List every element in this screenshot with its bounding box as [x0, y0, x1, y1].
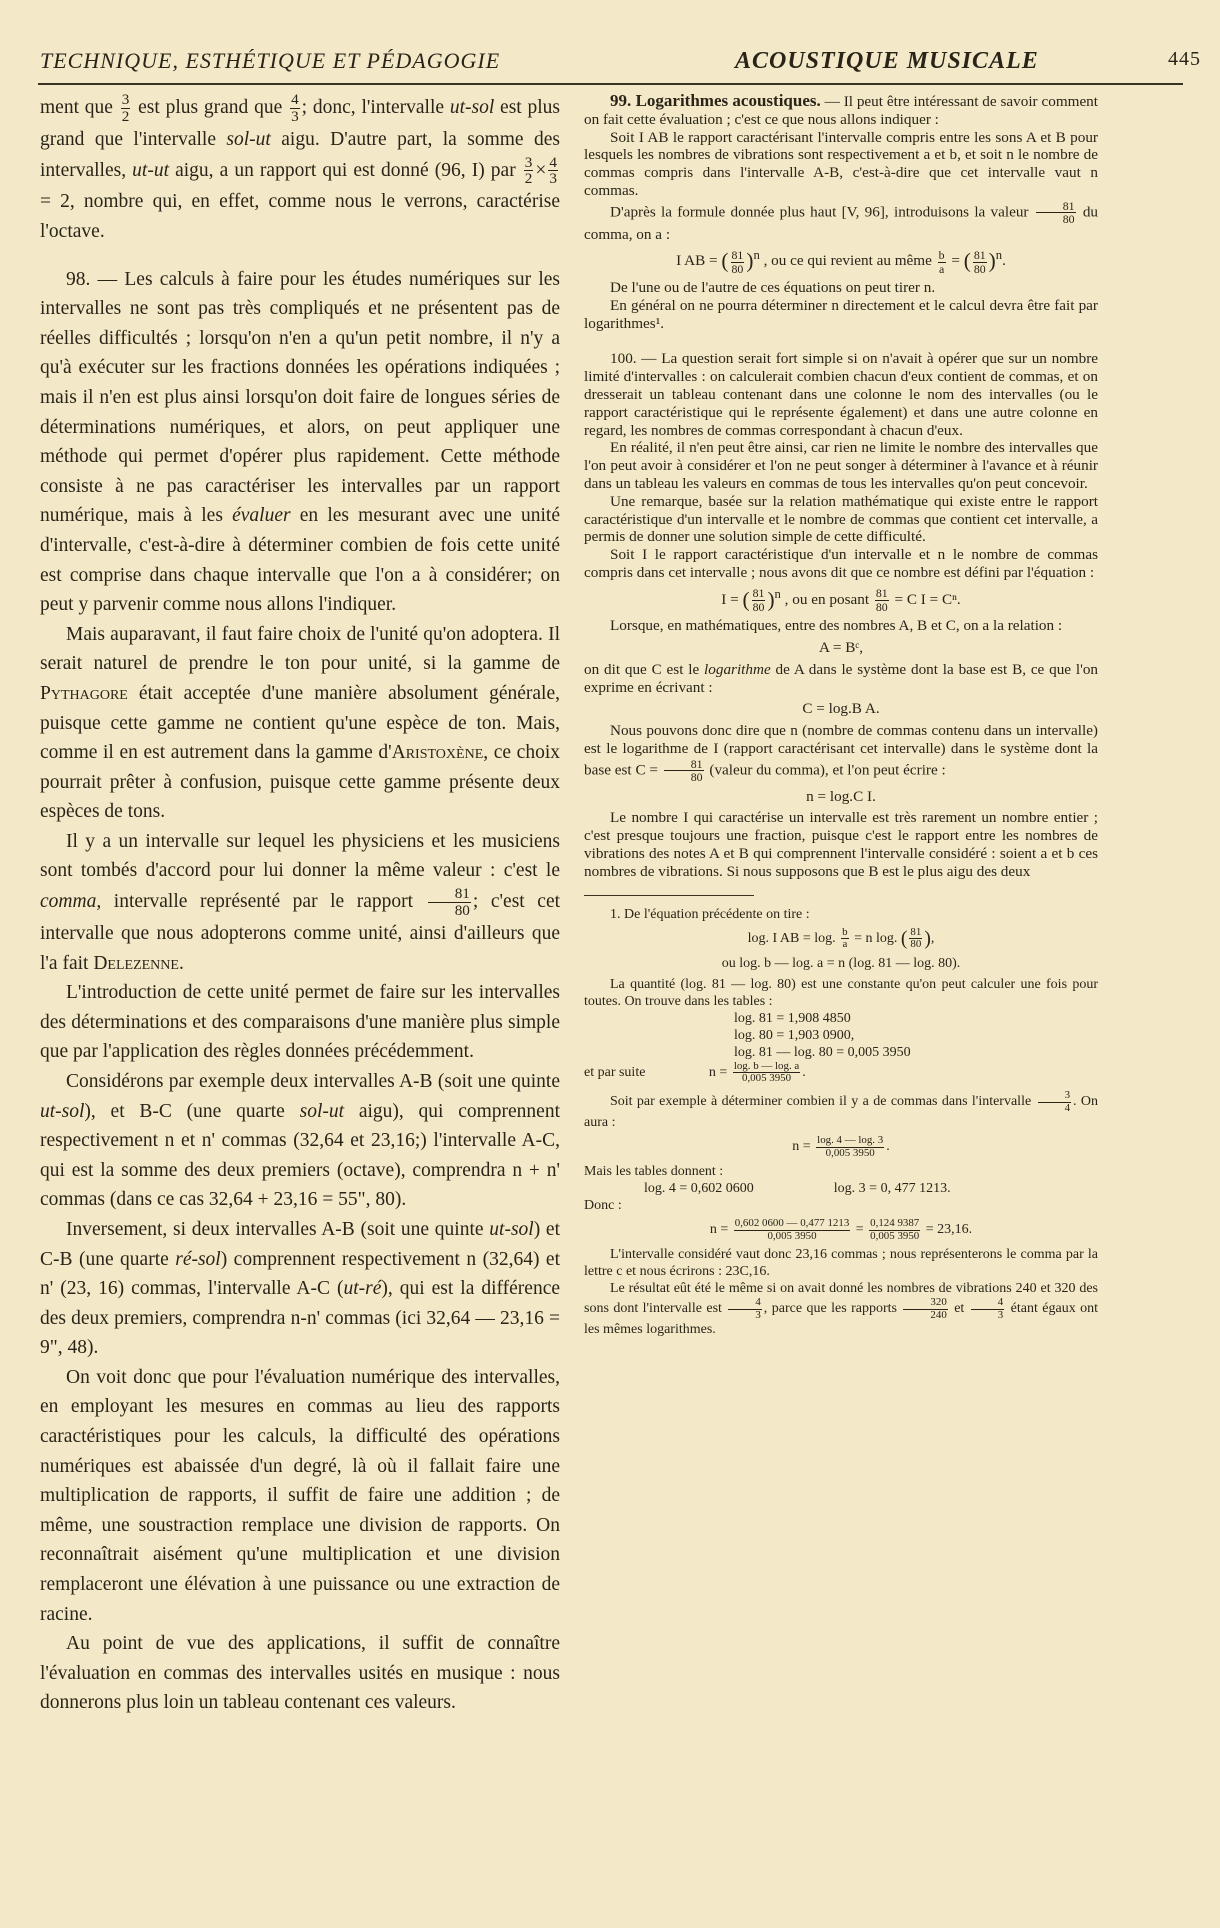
- section-100: 100. — La question serait fort simple si on n'avait à opérer que sur un nombre limité d'intervalles : on calculerait combien chacun d'eux contient de commas, et on dresserait un tableau contenant dans une colonne le nom des intervalles (ou le rapport caractéristique qui le représente également) et dans une autre colonne en regard, les nombres de commas correspondant à chacun d'eux.: [584, 350, 1098, 439]
- paragraph-sum-example: Considérons par exemple deux intervalles A-B (soit une quinte ut-sol), et B-C (une quarte sol-ut aigu), qui comprennent respectivement n et n' commas (32,64 et 23,16;) l'intervalle A-C, qui est la somme des deux premiers (octave), comprendra n + n' commas (dans ce cas 32,64 + 23,16 = 55", 80).: [40, 1070, 561, 1211]
- equation-4: C = log.B A.: [802, 700, 880, 718]
- paragraph-continuation: ment que $\frac{3}{2}$ est plus grand que $\frac{4}{3}$ ; donc, l'intervalle ut-sol est plus grand que l'intervalle sol-ut aigu. D'autre part, la somme des intervalles, ut-ut aigu, a un rapport qui est donné (96, I) par $\frac{3}{2}$ × $\frac{4}{3}$ = 2, nombre qui, en effet, comme nous le verrons, caractérise l'octave.: [40, 91, 561, 242]
- equation-5: n = log.C I.: [806, 787, 876, 805]
- paragraph-introduction: L'introduction de cette unité permet de faire sur les intervalles des déterminations et des comparaisons d'une manière plus simple que par l'application des règles données précédemment.: [40, 982, 560, 1063]
- footnote-rule: [584, 895, 754, 896]
- page-number: 445: [1168, 48, 1201, 70]
- equation-1: I AB = ( $\frac{81}{80}$ )$^n$ , ou ce qui revient au même $\frac{b}{a}$ = ( $\frac{81}{80}$ )$^n$.: [676, 248, 1006, 276]
- paragraph-conclusion: On voit donc que pour l'évaluation numérique des intervalles, en employant les mesures en commas au lieu des rapports caractéristiques pour les calculs, la difficulté des opérations numériques est abaissée d'un degré, là où il fallait faire une multiplication de rapports, il suffit de faire une addition ; de même, une soustraction remplace une division de rapports. On reconnaîtrait aisément qu'une multiplication et une division remplaceront une élévation à une puissance ou une extraction de racine.: [40, 1366, 560, 1625]
- paragraph-solve-n: De l'une ou de l'autre de ces équations on peut tirer n.: [610, 278, 936, 296]
- fraction-3-2: $\frac{3}{2}$: [121, 91, 130, 125]
- paragraph-reality: En réalité, il n'en peut être ainsi, car rien ne limite le nombre des intervalles que l'on peut avoir à considérer et l'on ne peut songer à déterminer à l'avance et à réunir dans un tableau les valeurs en commas de tous les intervalles qu'on peut concevoir.: [584, 439, 1098, 492]
- header-rule: [38, 83, 1183, 85]
- fraction-4-3: $\frac{4}{3}$: [291, 91, 299, 125]
- paragraph-comma: Il y a un intervalle sur lequel les physiciens et les musiciens sont tombés d'accord pour lui donner la même valeur : c'est le comma, intervalle représenté par le rapport $\frac{81}{80}$ ; c'est cet intervalle que nous adopterons comme unité, ainsi d'ailleurs que l'a fait Delezenne.: [40, 830, 561, 974]
- paragraph-unit-choice: Mais auparavant, il faut faire choix de l'unité qu'on adoptera. Il serait naturel de prendre le ton pour unité, si la gamme de Pythagore était acceptée d'une manière absolument générale, puisque cette gamme ne contient qu'une espèce de ton. Mais, comme il en est autrement dans la gamme d'Aristoxène, ce choix pourrait prêter à confusion, puisque cette gamme présente deux espèces de tons.: [40, 623, 560, 823]
- section-99: 99. Logarithmes acoustiques. — Il peut être intéressant de savoir comment on fait cette évaluation ; c'est ce que nous allons indiquer :: [584, 91, 1098, 128]
- fraction-3-2: $\frac{3}{2}$: [524, 153, 533, 188]
- running-header-left: TECHNIQUE, ESTHÉTIQUE ET PÉDAGOGIE: [40, 48, 501, 73]
- equation-3: A = Bᶜ,: [818, 639, 864, 657]
- paragraph-relation: Lorsque, en mathématiques, entre des nombres A, B et C, on a la relation :: [610, 617, 1063, 635]
- equation-2: I = ( $\frac{81}{80}$ )$^n$ , ou en posant $\frac{81}{80}$ = C I = Cⁿ.: [721, 586, 961, 614]
- left-column: [40, 92, 560, 1718]
- paragraph-applications: Au point de vue des applications, il suffit de connaître l'évaluation en commas des intervalles usités en musique : nous donnerons plus loin un tableau contenant ces valeurs.: [40, 1633, 560, 1714]
- paragraph-difference-example: Inversement, si deux intervalles A-B (soit une quinte ut-sol) et C-B (une quarte ré-sol) comprennent respectivement n (32,64) et n' (23, 16) commas, l'intervalle A-C (ut-ré), qui est la différence des deux premiers, comprendra n-n' commas (ici 32,64 — 23,16 = 9", 48).: [40, 1218, 561, 1359]
- right-column: [584, 92, 1098, 1338]
- paragraph-98: 98. — Les calculs à faire pour les études numériques sur les intervalles ne sont pas très compliqués et ne présentent pas de réelles difficultés ; lorsqu'on n'en a qu'un petit nombre, il n'y a qu'à exécuter sur les fractions données les opérations indiquées ; mais il n'en est plus ainsi lorsqu'on doit faire de longues séries de déterminations numériques, et alors, on peut appliquer une méthode qui permet d'opérer plus rapidement. Cette méthode consiste à ne pas caractériser les intervalles par un rapport numérique, mais à les évaluer en les mesurant avec une unité d'intervalle, c'est-à-dire à déterminer combien de fois cette unité est comprise dans chaque intervalle que l'on a à considérer; on peut y parvenir comme nous allons l'indiquer.: [40, 268, 560, 616]
- paragraph-remark: Une remarque, basée sur la relation mathématique qui existe entre le rapport caractéristique d'un intervalle et le nombre de commas que contient cet intervalle, a permis de donner une solution simple de cette difficulté.: [584, 492, 1098, 546]
- paragraph-formula-intro: D'après la formule donnée plus haut [V, 96], introduisons la valeur $\frac{81}{80}$ du comma, on a :: [584, 198, 1098, 243]
- fraction-81-80: $\frac{81}{80}$: [428, 886, 471, 919]
- paragraph-ratio-def: Soit I AB le rapport caractérisant l'intervalle compris entre les sons A et B pour lesquels les nombres de vibrations sont respectivement a et b, et soit n le nombre de commas compris dans l'intervalle A-B, c'est-à-dire que cet intervalle vaut n commas.: [584, 128, 1098, 199]
- fraction-81-80: $\frac{81}{80}$: [1036, 200, 1076, 226]
- paragraph-definition: Soit I le rapport caractéristique d'un intervalle et n le nombre de commas compris dans cet intervalle ; nous avons dit que ce nombre est défini par l'équation :: [584, 546, 1098, 581]
- section-title: 99. Logarithmes acoustiques.: [610, 91, 821, 110]
- footnote: 1. De l'équation précédente on tire : log. I AB = log. $\frac{b}{a}$ = n log. ( $\frac{81}{80}$ ), ou log. b — log. a = n (log. 81 — log. 80). La quantité (log. 81 — log. 80) est une constante qu'on peut calculer une fois pour toutes. On trouve dans les tables : log. 81 = 1,908 4850 log. 80 = 1,903 0900, log. 81 — log. 80 = 0,005 3950 et par suite n = $\frac{\log. b — \log. a}{0,005 3950}$ . Soit par exemple à déterminer combien il y a de commas dans l'intervalle $\frac{3}{4}$ . On aura : n = $\frac{\log. 4 — \log. 3}{0,005 3950}$ . Mais les tables donnent : log. 4 = 0,602 0600 log. 3 = 0, 477 1213. Donc : n = $\frac{0,602 0600 — 0,477 1213}{0,005 3950}$ = $\frac{0,124 9387}{0,005 3950}$ = 23,16. L'intervalle considéré vaut donc 23,16 commas ; nous représenterons le comma par la lettre c et nous écrirons : 23C,16. Le résultat eût été le même si on avait donné les nombres de vibrations 240 et 320 des sons dont l'intervalle est $\frac{4}{3}$ , parce que les rapports $\frac{320}{240}$ et $\frac{4}{3}$ étant égaux ont les mêmes logarithmes.: [584, 906, 1099, 1338]
- paragraph-fraction-note: Le nombre I qui caractérise un intervalle est très rarement un nombre entier ; c'est presque toujours une fraction, puisque c'est le rapport entre les nombres de vibrations des notes A et B qui comprennent l'intervalle considéré : soient a et b ces nombres de vibrations. Si nous supposons que B est le plus aigu des deux: [584, 809, 1098, 880]
- paragraph-logarithm-def: on dit que C est le logarithme de A dans le système dont la base est B, ce que l'on exprime en écrivant :: [584, 660, 1099, 696]
- paragraph-logarithms: En général on ne pourra déterminer n directement et le calcul devra être fait par logarithmes¹.: [584, 296, 1098, 332]
- paragraph-comma-log: Nous pouvons donc dire que n (nombre de commas contenu dans un intervalle) est le logarithme de I (rapport caractérisant cet intervalle) dans le système dont la base est C = $\frac{81}{80}$ (valeur du comma), et l'on peut écrire :: [584, 722, 1098, 785]
- running-header-right: ACOUSTIQUE MUSICALE: [735, 48, 1039, 74]
- fraction-4-3: $\frac{4}{3}$: [549, 153, 557, 188]
